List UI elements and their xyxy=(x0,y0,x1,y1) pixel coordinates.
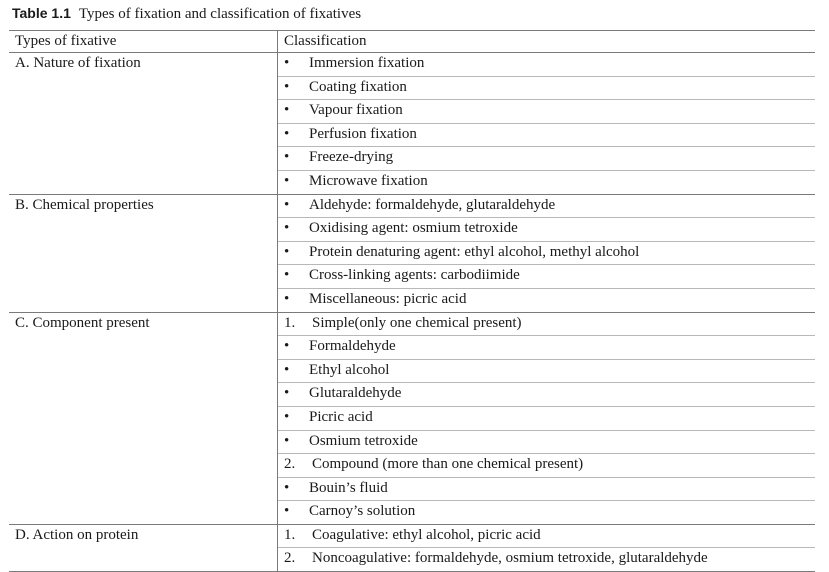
bullet-marker: • xyxy=(284,338,290,355)
classification-text: Oxidising agent: osmium tetroxide xyxy=(309,220,518,237)
bullet-marker: • xyxy=(284,385,290,402)
bullet-marker: • xyxy=(284,503,290,520)
classification-text: Aldehyde: formaldehyde, glutaraldehyde xyxy=(309,196,556,213)
bullet-marker: • xyxy=(284,290,290,307)
classification-text: Simple(only one chemical present) xyxy=(312,314,522,331)
bullet-marker: • xyxy=(284,102,290,119)
classification-cell xyxy=(278,170,816,194)
bullet-marker: • xyxy=(284,408,290,425)
classification-text: Glutaraldehyde xyxy=(309,385,402,402)
table-row xyxy=(9,524,815,548)
classification-cell xyxy=(278,194,816,218)
table-row xyxy=(9,194,815,218)
classification-cell xyxy=(278,454,816,478)
classification-cell xyxy=(278,147,816,171)
classification-cell xyxy=(278,53,816,77)
classification-text: Vapour fixation xyxy=(309,102,403,119)
list-number: 1. xyxy=(284,526,296,543)
classification-cell xyxy=(278,76,816,100)
classification-text: Formaldehyde xyxy=(309,338,396,355)
classification-cell xyxy=(278,218,816,242)
classification-text: Coagulative: ethyl alcohol, picric acid xyxy=(312,526,541,543)
classification-cell xyxy=(278,336,816,360)
bullet-marker: • xyxy=(284,172,290,189)
classification-text: Ethyl alcohol xyxy=(309,361,390,378)
bullet-marker: • xyxy=(284,78,290,95)
table-body xyxy=(9,53,815,572)
classification-cell xyxy=(278,241,816,265)
bullet-marker: • xyxy=(284,479,290,496)
bullet-marker: • xyxy=(284,243,290,260)
classification-text: Coating fixation xyxy=(309,78,407,95)
classification-cell xyxy=(278,430,816,454)
fixative-type-cell: D. Action on protein xyxy=(9,524,278,571)
classification-cell xyxy=(278,312,816,336)
bullet-marker: • xyxy=(284,361,290,378)
table-title: Types of fixation and classification of fixatives xyxy=(78,6,362,22)
bullet-marker: • xyxy=(284,196,290,213)
classification-text: Protein denaturing agent: ethyl alcohol, methyl alcohol xyxy=(309,243,640,260)
classification-cell xyxy=(278,100,816,124)
classification-text: Bouin’s fluid xyxy=(309,479,388,496)
classification-text: Perfusion fixation xyxy=(309,125,417,142)
list-number: 2. xyxy=(284,456,296,473)
classification-cell xyxy=(278,524,816,548)
classification-cell xyxy=(278,288,816,312)
classification-cell xyxy=(278,548,816,572)
table-row xyxy=(9,312,815,336)
bullet-marker: • xyxy=(284,432,290,449)
list-number: 2. xyxy=(284,550,296,567)
classification-text: Noncoagulative: formaldehyde, osmium tetroxide, glutaraldehyde xyxy=(312,550,708,567)
classification-cell xyxy=(278,359,816,383)
classification-text: Cross-linking agents: carbodiimide xyxy=(309,267,520,284)
classification-text: Osmium tetroxide xyxy=(309,432,418,449)
column-header-classification: Classification xyxy=(278,31,816,53)
classification-text: Miscellaneous: picric acid xyxy=(309,290,467,307)
list-number: 1. xyxy=(284,314,296,331)
classification-text: Immersion fixation xyxy=(309,55,425,71)
fixative-type-cell: B. Chemical properties xyxy=(9,194,278,312)
classification-cell xyxy=(278,265,816,289)
classification-text: Carnoy’s solution xyxy=(309,503,416,520)
bullet-marker: • xyxy=(284,149,290,166)
bullet-marker: • xyxy=(284,267,290,284)
bullet-marker: • xyxy=(284,220,290,237)
table-header-row xyxy=(9,31,815,53)
classification-cell xyxy=(278,383,816,407)
column-header-type: Types of fixative xyxy=(9,31,278,53)
fixative-table xyxy=(9,30,815,572)
classification-cell xyxy=(278,406,816,430)
classification-text: Compound (more than one chemical present) xyxy=(312,456,584,473)
fixative-type-cell: C. Component present xyxy=(9,312,278,524)
classification-text: Picric acid xyxy=(309,408,373,425)
classification-text: Freeze-drying xyxy=(309,149,394,166)
table-number: Table 1.1 xyxy=(12,5,71,21)
classification-text: Microwave fixation xyxy=(309,172,428,189)
fixative-type-cell: A. Nature of fixation xyxy=(9,53,278,195)
table-row xyxy=(9,53,815,77)
classification-cell xyxy=(278,477,816,501)
bullet-marker: • xyxy=(284,55,290,71)
classification-cell xyxy=(278,501,816,525)
table-caption xyxy=(12,3,361,24)
classification-cell xyxy=(278,123,816,147)
bullet-marker: • xyxy=(284,125,290,142)
